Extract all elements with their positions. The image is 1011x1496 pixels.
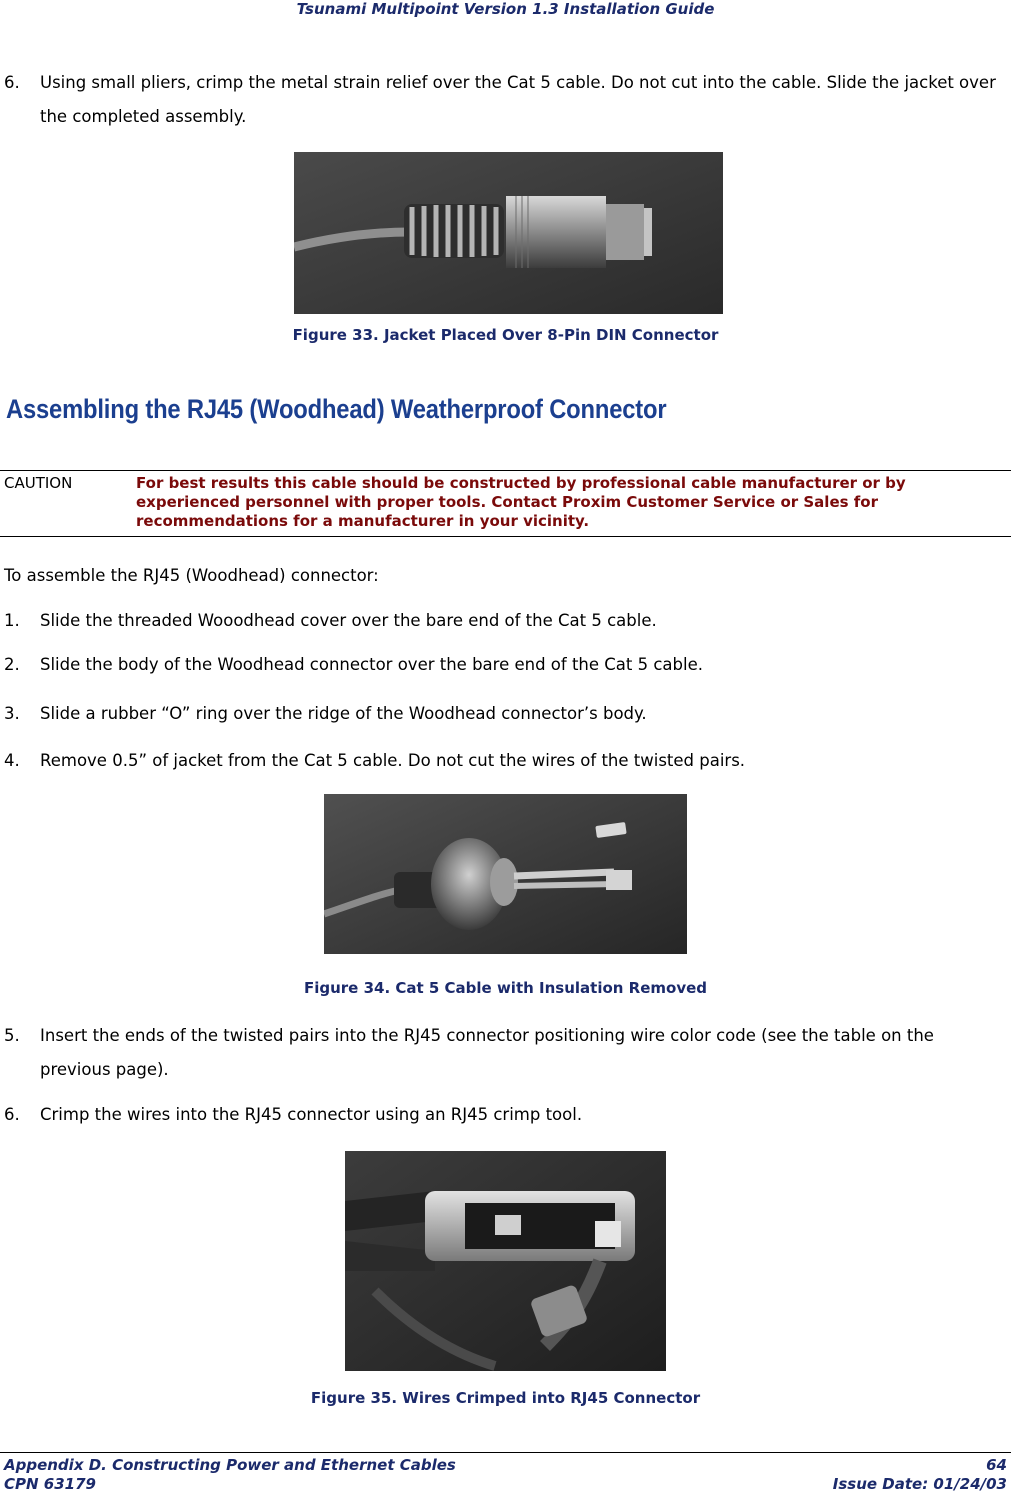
- step-text: Insert the ends of the twisted pairs into the RJ45 connector positioning wire color code (see the table on the previous page).: [40, 1026, 934, 1079]
- step-text: Using small pliers, crimp the metal strain relief over the Cat 5 cable. Do not cut into the cable. Slide the jacket over the completed assembly.: [40, 73, 996, 126]
- figure-34-photo: [324, 794, 687, 954]
- caution-label: CAUTION: [4, 474, 73, 492]
- step-text: Remove 0.5” of jacket from the Cat 5 cable. Do not cut the wires of the twisted pairs.: [40, 751, 746, 770]
- step-4: [4, 744, 1004, 778]
- figure-34-caption: Figure 34. Cat 5 Cable with Insulation Removed: [303, 979, 708, 997]
- step-number: 1.: [4, 611, 20, 630]
- running-header: Tsunami Multipoint Version 1.3 Installation Guide: [296, 0, 715, 18]
- caution-top-rule: [0, 470, 1011, 471]
- step-number: 2.: [4, 655, 20, 674]
- figure-35-caption: Figure 35. Wires Crimped into RJ45 Connector: [310, 1389, 701, 1407]
- footer-page-number: 64: [986, 1456, 1007, 1474]
- footer-rule: [0, 1452, 1011, 1453]
- footer-left-1: Appendix D. Constructing Power and Ethernet Cables: [4, 1456, 456, 1474]
- caution-bottom-rule: [0, 536, 1011, 537]
- step-5: [4, 1019, 1004, 1087]
- footer-left-2: CPN 63179: [4, 1475, 96, 1493]
- figure-33-caption: Figure 33. Jacket Placed Over 8-Pin DIN Connector: [292, 326, 719, 344]
- step-1: [4, 604, 1004, 638]
- step-3: [4, 697, 1004, 731]
- step-text: Slide a rubber “O” ring over the ridge of the Woodhead connector’s body.: [40, 704, 647, 723]
- step-2: [4, 648, 1004, 682]
- step-text: Crimp the wires into the RJ45 connector using an RJ45 crimp tool.: [40, 1105, 583, 1124]
- figure-35-photo: [345, 1151, 666, 1371]
- caution-text: For best results this cable should be constructed by professional cable manufacturer or by experienced personnel with proper tools. Contact Proxim Customer Service or Sales for recommendations for a manufacturer in your vicinity.: [136, 474, 906, 530]
- footer-issue-date: Issue Date: 01/24/03: [832, 1475, 1007, 1493]
- step-text: Slide the threaded Wooodhead cover over the bare end of the Cat 5 cable.: [40, 611, 657, 630]
- step-number: 6.: [4, 1105, 20, 1124]
- section-heading: Assembling the RJ45 (Woodhead) Weatherproof Connector: [6, 394, 667, 424]
- figure-33-photo: [294, 152, 723, 314]
- step-6-top: [4, 66, 1004, 134]
- step-text: Slide the body of the Woodhead connector over the bare end of the Cat 5 cable.: [40, 655, 703, 674]
- step-number: 4.: [4, 751, 20, 770]
- step-number: 5.: [4, 1026, 20, 1045]
- step-number: 6.: [4, 73, 20, 92]
- intro-text: To assemble the RJ45 (Woodhead) connector:: [4, 566, 379, 585]
- step-number: 3.: [4, 704, 20, 723]
- step-6: [4, 1098, 1004, 1132]
